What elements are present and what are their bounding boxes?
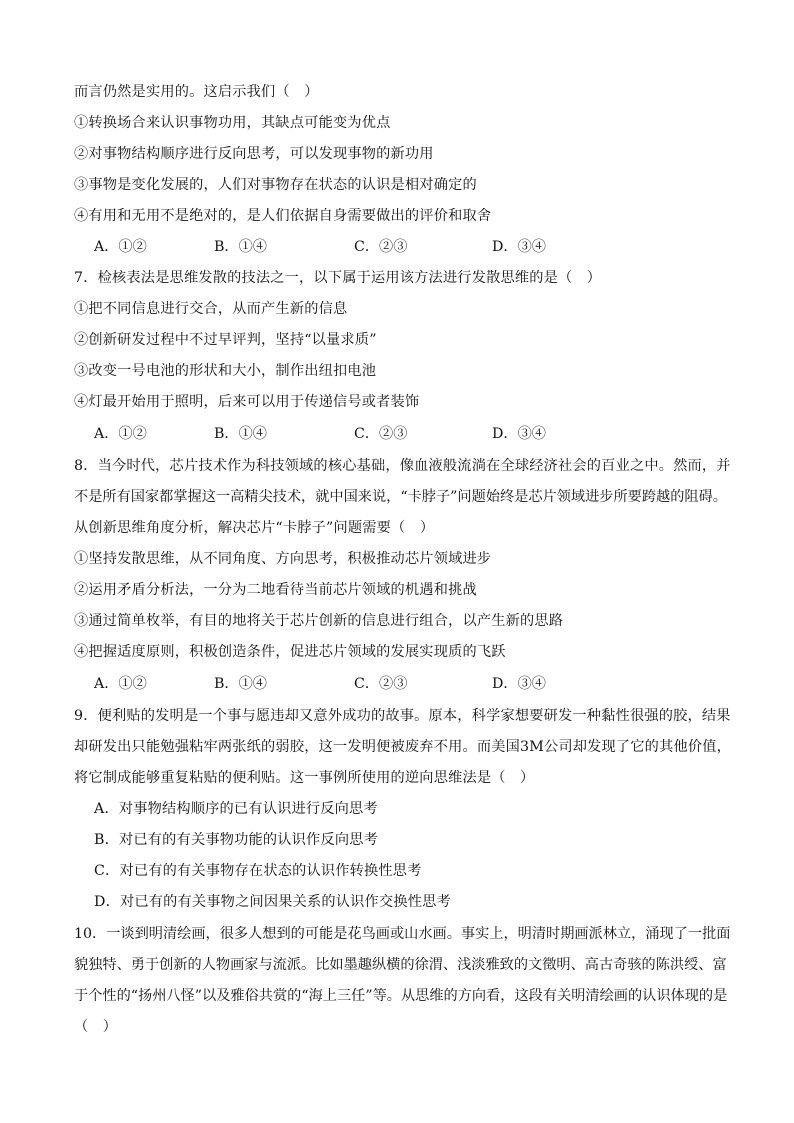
q7-statement-4: ④灯最开始用于照明，后来可以用于传递信号或者装饰 xyxy=(74,394,420,410)
q6-option-d: D．③④ xyxy=(492,239,546,255)
q9-option-c: C．对已有的有关事物存在状态的认识作转换性思考 xyxy=(94,863,422,879)
q9-option-a: A．对事物结构顺序的已有认识进行反向思考 xyxy=(94,801,378,817)
q7-statement-3: ③改变一号电池的形状和大小，制作出纽扣电池 xyxy=(74,363,377,379)
q8-option-d: D．③④ xyxy=(492,676,546,692)
q8-option-c: C．②③ xyxy=(354,676,408,692)
q6-option-b: B．①④ xyxy=(214,239,267,255)
q9-option-d: D．对已有的有关事物之间因果关系的认识作交换性思考 xyxy=(94,894,451,910)
q8-statement-2: ②运用矛盾分析法，一分为二地看待当前芯片领域的机遇和挑战 xyxy=(74,582,477,598)
q9-stem-line-3: 将它制成能够重复粘贴的便利贴。这一事例所使用的逆向思维法是（ ） xyxy=(74,770,535,786)
q8-stem-line-3: 从创新思维角度分析，解决芯片“卡脖子”问题需要（ ） xyxy=(74,520,435,536)
q8-stem-line-1: 8．当今时代，芯片技术作为科技领域的核心基础，像血液般流淌在全球经济社会的百业之中。然而，并 xyxy=(74,458,731,474)
q7-stem: 7．检核表法是思维发散的技法之一，以下属于运用该方法进行发散思维的是（ ） xyxy=(74,270,602,286)
q8-option-a: A．①② xyxy=(94,676,147,692)
q7-statement-2: ②创新研发过程中不过早评判，坚持“以量求质” xyxy=(74,332,377,348)
q8-statement-4: ④把握适度原则，积极创造条件，促进芯片领域的发展实现质的飞跃 xyxy=(74,644,506,660)
q6-statement-2: ②对事物结构顺序进行反向思考，可以发现事物的新功用 xyxy=(74,146,434,162)
q10-stem-line-2: 貌独特、勇于创新的人物画家与流派。比如墨趣纵横的徐渭、浅淡雅致的文徵明、高古奇骇的陈洪绶、富 xyxy=(74,957,727,973)
q10-stem-line-3: 于个性的“扬州八怪”以及雅俗共赏的“海上三任”等。从思维的方向看，这段有关明清绘画的认识体现的是 xyxy=(74,988,728,1004)
q7-option-a: A．①② xyxy=(94,426,147,442)
q8-statement-1: ①坚持发散思维，从不同角度、方向思考，积极推动芯片领域进步 xyxy=(74,551,492,567)
q7-statement-1: ①把不同信息进行交合，从而产生新的信息 xyxy=(74,301,348,317)
q6-option-a: A．①② xyxy=(94,239,147,255)
q8-stem-line-2: 不是所有国家都掌握这一高精尖技术，就中国来说，“卡脖子”问题始终是芯片领域进步所要跨越的阻碍。 xyxy=(74,489,727,505)
q6-statement-3: ③事物是变化发展的，人们对事物存在状态的认识是相对确定的 xyxy=(74,177,477,193)
q7-option-c: C．②③ xyxy=(354,426,408,442)
q9-stem-line-2: 却研发出只能勉强粘牢两张纸的弱胶，这一发明便被废弃不用。而美国3M公司却发现了它的其他价值， xyxy=(74,739,732,755)
q7-option-d: D．③④ xyxy=(492,426,546,442)
q8-statement-3: ③通过简单枚举，有目的地将关于芯片创新的信息进行组合，以产生新的思路 xyxy=(74,613,564,629)
q6-stem-continuation: 而言仍然是实用的。这启示我们（ ） xyxy=(74,84,319,100)
q10-stem-line-1: 10．一谈到明清绘画，很多人想到的可能是花鸟画或山水画。事实上，明清时期画派林立，涌现了一批面 xyxy=(74,926,731,942)
q7-option-b: B．①④ xyxy=(214,426,267,442)
q8-option-b: B．①④ xyxy=(214,676,267,692)
q6-option-c: C．②③ xyxy=(354,239,408,255)
q6-statement-4: ④有用和无用不是绝对的，是人们依据自身需要做出的评价和取舍 xyxy=(74,208,492,224)
q9-stem-line-1: 9．便利贴的发明是一个事与愿违却又意外成功的故事。原本，科学家想要研发一种黏性很强的胶，结果 xyxy=(74,708,731,724)
q9-option-b: B．对已有的有关事物功能的认识作反向思考 xyxy=(94,832,378,848)
q6-statement-1: ①转换场合来认识事物功用，其缺点可能变为优点 xyxy=(74,115,391,131)
q10-answer-blank: （ ） xyxy=(74,1019,118,1035)
